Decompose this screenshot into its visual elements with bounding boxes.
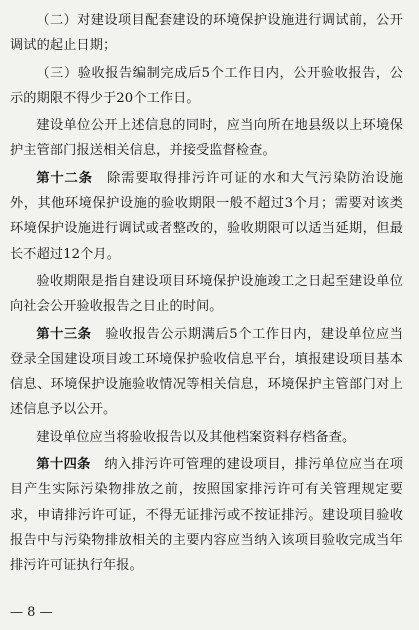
paragraph-text: 验收期限是指自建设项目环境保护设施竣工之日起至建设单位向社会公开验收报告之日止的时间。 (10, 273, 403, 315)
article-14 (10, 452, 403, 578)
article-heading: 第十三条 (36, 326, 92, 342)
paragraph-text: 纳入排污许可管理的建设项目，排污单位应当在项目产生实际污染物排放之前，按照国家排污许可有关管理规定要求，申请排污许可证，不得无证排污或不按证排污。建设项目验收报告中与污染物排放相关的主要内容应当纳入该项目验收完成当年排污许可证执行年报。 (10, 457, 403, 574)
paragraph-text: 除需要取得排污许可证的水和大气污染防治设施外，其他环境保护设施的验收期限一般不超过3个月；需要对该类环境保护设施进行调试或者整改的，验收期限可以适当延期，但最长不超过12个月。 (10, 170, 403, 262)
paragraph-text: （二）对建设项目配套建设的环境保护设施进行调试前，公开调试的起止日期； (10, 13, 403, 54)
paragraph-item-2 (10, 8, 403, 59)
paragraph-text: 验收报告公示期满后5个工作日内，建设单位应当登录全国建设项目竣工环境保护验收信息平台，填报建设项目基本信息、环境保护设施验收情况等相关信息，环境保护主管部门对上述信息予以公开。 (10, 326, 403, 418)
article-13 (10, 322, 403, 423)
article-heading: 第十二条 (36, 170, 93, 186)
article-heading: 第十四条 (36, 457, 91, 473)
paragraph-text: 建设单位应当将验收报告以及其他档案资料存档备查。 (36, 429, 356, 445)
article-12 (10, 166, 403, 267)
page-number: — 8 — (10, 605, 53, 620)
paragraph-item-3 (10, 61, 403, 112)
paragraph-disclosure (10, 113, 403, 164)
paragraph-period-definition (10, 269, 403, 320)
paragraph-text: 建设单位公开上述信息的同时，应当向所在地县级以上环境保护主管部门报送相关信息，并接受监督检查。 (10, 118, 403, 159)
paragraph-text: （三）验收报告编制完成后5个工作日内，公开验收报告，公示的期限不得少于20个工作日。 (10, 65, 403, 106)
paragraph-archive (10, 425, 403, 450)
